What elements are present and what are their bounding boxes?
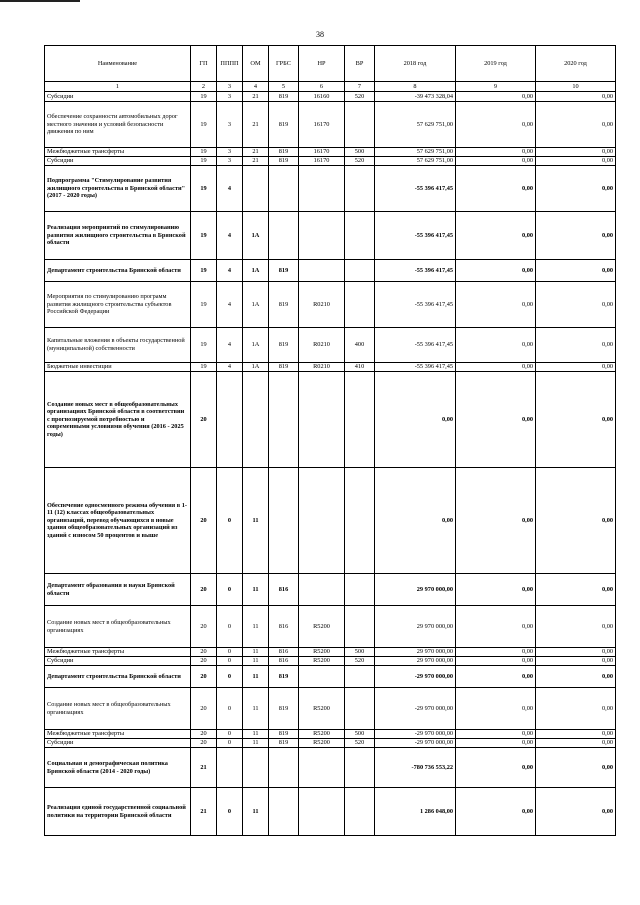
table-cell: 816 <box>269 657 299 666</box>
table-cell: 20 <box>191 468 217 574</box>
table-cell: 0,00 <box>456 282 536 328</box>
table-cell: 11 <box>243 648 269 657</box>
table-cell: R5200 <box>299 730 345 739</box>
row-name-cell: Субсидии <box>45 157 191 166</box>
column-number: 3 <box>217 82 243 92</box>
column-number: 9 <box>456 82 536 92</box>
table-row <box>45 788 616 836</box>
table-cell: 1А <box>243 363 269 372</box>
table-cell: 816 <box>269 648 299 657</box>
table-row <box>45 666 616 688</box>
table-cell: 4 <box>217 282 243 328</box>
table-cell: 819 <box>269 730 299 739</box>
table-cell: 21 <box>243 92 269 102</box>
table-row <box>45 363 616 372</box>
table-row <box>45 606 616 648</box>
row-name-cell: Департамент строительства Брянской области <box>45 260 191 282</box>
table-cell: 520 <box>345 739 375 748</box>
table-cell: 11 <box>243 666 269 688</box>
row-name-cell: Создание новых мест в общеобразовательных организациях <box>45 688 191 730</box>
column-number: 1 <box>45 82 191 92</box>
table-cell: 0,00 <box>456 328 536 363</box>
table-cell: 0,00 <box>456 148 536 157</box>
table-cell: -29 970 000,00 <box>375 688 456 730</box>
table-row <box>45 574 616 606</box>
table-cell: R5200 <box>299 739 345 748</box>
table-row <box>45 328 616 363</box>
table-cell: 0,00 <box>456 92 536 102</box>
table-cell: 819 <box>269 328 299 363</box>
table-cell: 19 <box>191 282 217 328</box>
column-number: 10 <box>536 82 616 92</box>
table-cell <box>217 372 243 468</box>
table-cell <box>299 788 345 836</box>
table-cell: 21 <box>191 748 217 788</box>
table-cell: 819 <box>269 282 299 328</box>
column-header: 2020 год <box>536 46 616 82</box>
table-cell: 500 <box>345 148 375 157</box>
table-cell: 29 970 000,00 <box>375 657 456 666</box>
row-name-cell: Межбюджетные трансферты <box>45 648 191 657</box>
table-cell: 819 <box>269 666 299 688</box>
table-cell: 0 <box>217 739 243 748</box>
table-cell: 0,00 <box>456 468 536 574</box>
table-cell: R5200 <box>299 688 345 730</box>
table-cell: 57 629 751,00 <box>375 157 456 166</box>
table-row <box>45 260 616 282</box>
table-row <box>45 212 616 260</box>
table-cell: 816 <box>269 606 299 648</box>
table-cell: -55 396 417,45 <box>375 212 456 260</box>
table-cell: 19 <box>191 363 217 372</box>
table-cell <box>345 282 375 328</box>
table-cell: 0,00 <box>456 212 536 260</box>
table-cell: 11 <box>243 688 269 730</box>
table-row <box>45 372 616 468</box>
row-name-cell: Межбюджетные трансферты <box>45 148 191 157</box>
table-cell: -55 396 417,45 <box>375 363 456 372</box>
column-number: 6 <box>299 82 345 92</box>
header-row <box>45 46 616 82</box>
table-cell <box>345 666 375 688</box>
table-cell: 19 <box>191 102 217 148</box>
table-cell: 11 <box>243 739 269 748</box>
row-name-cell: Реализация единой государственной социальной политики на территории Брянской области <box>45 788 191 836</box>
table-row <box>45 730 616 739</box>
table-cell: 20 <box>191 372 217 468</box>
table-cell <box>345 606 375 648</box>
table-cell: 19 <box>191 260 217 282</box>
table-cell <box>243 748 269 788</box>
row-name-cell: Департамент образования и науки Брянской области <box>45 574 191 606</box>
table-cell: 0,00 <box>536 468 616 574</box>
table-cell: 816 <box>269 574 299 606</box>
column-number: 8 <box>375 82 456 92</box>
table-cell: -55 396 417,45 <box>375 282 456 328</box>
row-name-cell: Субсидии <box>45 92 191 102</box>
table-cell: -780 736 553,22 <box>375 748 456 788</box>
table-cell: R0210 <box>299 282 345 328</box>
table-cell: 0 <box>217 788 243 836</box>
table-cell: 16170 <box>299 148 345 157</box>
table-cell: 520 <box>345 157 375 166</box>
table-cell: 0,00 <box>456 363 536 372</box>
table-cell: 0 <box>217 730 243 739</box>
table-cell: 819 <box>269 148 299 157</box>
table-cell: 520 <box>345 92 375 102</box>
table-cell: 0,00 <box>536 574 616 606</box>
table-cell: 3 <box>217 157 243 166</box>
table-row <box>45 282 616 328</box>
table-cell: 0 <box>217 648 243 657</box>
table-cell <box>345 788 375 836</box>
table-cell: 0,00 <box>456 666 536 688</box>
table-cell: 819 <box>269 260 299 282</box>
table-cell <box>217 748 243 788</box>
table-cell: 0,00 <box>536 606 616 648</box>
table-cell: 819 <box>269 363 299 372</box>
table-cell <box>345 688 375 730</box>
table-cell: 19 <box>191 157 217 166</box>
table-cell: 819 <box>269 739 299 748</box>
table-cell: 16170 <box>299 102 345 148</box>
table-cell: 57 629 751,00 <box>375 148 456 157</box>
table-cell <box>299 468 345 574</box>
table-cell: 11 <box>243 730 269 739</box>
table-row <box>45 688 616 730</box>
table-row <box>45 157 616 166</box>
table-cell: 0,00 <box>456 166 536 212</box>
table-cell: 0,00 <box>536 166 616 212</box>
table-cell <box>299 748 345 788</box>
table-row <box>45 748 616 788</box>
table-row <box>45 102 616 148</box>
table-cell: 0,00 <box>536 102 616 148</box>
table-cell: 0,00 <box>536 92 616 102</box>
table-cell: 4 <box>217 260 243 282</box>
table-cell: 4 <box>217 212 243 260</box>
column-header: ОМ <box>243 46 269 82</box>
table-row <box>45 657 616 666</box>
table-cell: 4 <box>217 363 243 372</box>
row-name-cell: Капитальные вложения в объекты государственной (муниципальной) собственности <box>45 328 191 363</box>
table-cell: 20 <box>191 606 217 648</box>
table-cell <box>299 166 345 212</box>
table-cell: 0,00 <box>536 788 616 836</box>
table-cell: 500 <box>345 648 375 657</box>
table-cell <box>345 748 375 788</box>
row-name-cell: Субсидии <box>45 657 191 666</box>
table-cell: 57 629 751,00 <box>375 102 456 148</box>
table-cell: 0,00 <box>456 157 536 166</box>
table-cell <box>269 372 299 468</box>
page-number: 38 <box>316 30 324 39</box>
table-cell: 4 <box>217 328 243 363</box>
table-cell: 0 <box>217 574 243 606</box>
table-cell <box>345 574 375 606</box>
row-name-cell: Обеспечение односменного режима обучения в 1-11 (12) классах общеобразовательных организаций, перевод обучающихся в новые здания общеобразовательных организаций из зданий с износом 50 процентов и выше <box>45 468 191 574</box>
column-header: НР <box>299 46 345 82</box>
table-cell <box>299 372 345 468</box>
table-cell: 0 <box>217 606 243 648</box>
table-cell: 0,00 <box>456 688 536 730</box>
table-cell <box>299 574 345 606</box>
table-cell: 21 <box>191 788 217 836</box>
table-cell: 410 <box>345 363 375 372</box>
table-cell <box>345 372 375 468</box>
column-number: 5 <box>269 82 299 92</box>
table-cell: -29 970 000,00 <box>375 730 456 739</box>
table-cell: 0,00 <box>536 688 616 730</box>
table-cell <box>345 102 375 148</box>
row-name-cell: Подпрограмма "Стимулирование развития жилищного строительства в Брянской области" (2017 - 2020 годы) <box>45 166 191 212</box>
table-cell: 0,00 <box>456 574 536 606</box>
table-cell: -39 473 328,04 <box>375 92 456 102</box>
table-cell: 19 <box>191 166 217 212</box>
table-cell: 0,00 <box>536 148 616 157</box>
table-cell: 0,00 <box>536 260 616 282</box>
table-cell: 400 <box>345 328 375 363</box>
table-cell: 0,00 <box>456 788 536 836</box>
table-cell: 20 <box>191 648 217 657</box>
table-cell: 19 <box>191 328 217 363</box>
column-header: ГП <box>191 46 217 82</box>
table-cell: 11 <box>243 468 269 574</box>
table-cell: 0,00 <box>536 212 616 260</box>
row-name-cell: Бюджетные инвестиции <box>45 363 191 372</box>
table-cell: -55 396 417,45 <box>375 260 456 282</box>
table-row <box>45 92 616 102</box>
table-cell: 0,00 <box>536 372 616 468</box>
table-cell: 19 <box>191 212 217 260</box>
table-cell: 0,00 <box>536 363 616 372</box>
table-cell: 0,00 <box>536 282 616 328</box>
table-cell <box>299 666 345 688</box>
table-cell <box>269 166 299 212</box>
table-cell: 520 <box>345 657 375 666</box>
table-cell: 0,00 <box>536 739 616 748</box>
table-cell: 0,00 <box>375 372 456 468</box>
table-cell: 0,00 <box>536 748 616 788</box>
table-cell: 1А <box>243 282 269 328</box>
column-header: ВР <box>345 46 375 82</box>
table-cell: 20 <box>191 666 217 688</box>
row-name-cell: Межбюджетные трансферты <box>45 730 191 739</box>
column-number: 7 <box>345 82 375 92</box>
row-name-cell: Создание новых мест в общеобразовательных организациях <box>45 606 191 648</box>
table-cell: R0210 <box>299 328 345 363</box>
table-cell: -29 970 000,00 <box>375 739 456 748</box>
column-header: Наименование <box>45 46 191 82</box>
column-number-row <box>45 82 616 92</box>
table-cell: 0,00 <box>456 102 536 148</box>
table-cell: 21 <box>243 157 269 166</box>
table-cell <box>243 166 269 212</box>
table-row <box>45 166 616 212</box>
table-cell: 1А <box>243 260 269 282</box>
table-cell: R5200 <box>299 606 345 648</box>
table-cell <box>269 748 299 788</box>
table-cell <box>269 212 299 260</box>
table-cell: 819 <box>269 688 299 730</box>
table-cell <box>345 260 375 282</box>
budget-table <box>44 45 616 836</box>
table-cell <box>299 212 345 260</box>
table-cell: 500 <box>345 730 375 739</box>
table-cell: R5200 <box>299 657 345 666</box>
row-name-cell: Реализация мероприятий по стимулированию развития жилищного строительства в Брянской области <box>45 212 191 260</box>
table-cell: 1А <box>243 328 269 363</box>
table-cell: 29 970 000,00 <box>375 606 456 648</box>
table-cell: 29 970 000,00 <box>375 648 456 657</box>
table-cell <box>299 260 345 282</box>
table-cell: 0 <box>217 666 243 688</box>
table-cell <box>243 372 269 468</box>
column-header: ГРБС <box>269 46 299 82</box>
table-cell: 19 <box>191 148 217 157</box>
table-cell: 0,00 <box>456 372 536 468</box>
column-number: 4 <box>243 82 269 92</box>
table-cell: 0 <box>217 688 243 730</box>
table-row <box>45 148 616 157</box>
table-cell: 819 <box>269 102 299 148</box>
table-cell: 3 <box>217 148 243 157</box>
table-cell: 20 <box>191 730 217 739</box>
table-cell: 0,00 <box>456 606 536 648</box>
table-cell: 0,00 <box>456 260 536 282</box>
table-cell <box>269 468 299 574</box>
table-cell: 0,00 <box>456 657 536 666</box>
table-cell <box>269 788 299 836</box>
table-cell: 1А <box>243 212 269 260</box>
table-cell: 29 970 000,00 <box>375 574 456 606</box>
table-cell: 819 <box>269 157 299 166</box>
table-cell: 819 <box>269 92 299 102</box>
column-header: ПППП <box>217 46 243 82</box>
row-name-cell: Мероприятия по стимулированию программ развития жилищного строительства субъектов Российской Федерации <box>45 282 191 328</box>
top-rule <box>0 0 80 2</box>
table-cell: 3 <box>217 102 243 148</box>
table-cell: 0,00 <box>536 657 616 666</box>
table-cell: 21 <box>243 102 269 148</box>
table-cell: -55 396 417,45 <box>375 328 456 363</box>
table-cell: 0,00 <box>375 468 456 574</box>
table-cell: -55 396 417,45 <box>375 166 456 212</box>
table-cell: 21 <box>243 148 269 157</box>
row-name-cell: Социальная и демографическая политика Брянской области (2014 - 2020 годы) <box>45 748 191 788</box>
row-name-cell: Обеспечение сохранности автомобильных дорог местного значения и условий безопасности движения по ним <box>45 102 191 148</box>
table-cell: 20 <box>191 657 217 666</box>
table-cell: 11 <box>243 574 269 606</box>
table-cell: 0,00 <box>536 666 616 688</box>
column-number: 2 <box>191 82 217 92</box>
table-cell: 20 <box>191 688 217 730</box>
table-row <box>45 468 616 574</box>
row-name-cell: Субсидии <box>45 739 191 748</box>
column-header: 2018 год <box>375 46 456 82</box>
table-cell: -29 970 000,00 <box>375 666 456 688</box>
table-cell: 1 286 048,00 <box>375 788 456 836</box>
table-cell <box>345 166 375 212</box>
table-cell: 20 <box>191 739 217 748</box>
table-cell: 0,00 <box>536 648 616 657</box>
table-cell <box>345 212 375 260</box>
table-cell <box>345 468 375 574</box>
table-cell: 0,00 <box>456 739 536 748</box>
table-cell: 11 <box>243 657 269 666</box>
table-cell: 0,00 <box>536 328 616 363</box>
table-cell: R0210 <box>299 363 345 372</box>
table-cell: 0,00 <box>456 648 536 657</box>
row-name-cell: Создание новых мест в общеобразовательных организациях Брянской области в соответствии с прогнозируемой потребностью и современными условиями обучения (2016 - 2025 годы) <box>45 372 191 468</box>
table-cell: 16170 <box>299 157 345 166</box>
table-cell: 3 <box>217 92 243 102</box>
table-row <box>45 739 616 748</box>
table-cell: 11 <box>243 788 269 836</box>
table-cell: 19 <box>191 92 217 102</box>
table-cell: 0,00 <box>456 748 536 788</box>
table-cell: 0 <box>217 657 243 666</box>
table-cell: 0 <box>217 468 243 574</box>
table-cell: 11 <box>243 606 269 648</box>
table-cell: 16160 <box>299 92 345 102</box>
table-cell: 0,00 <box>456 730 536 739</box>
table-cell: 0,00 <box>536 157 616 166</box>
row-name-cell: Департамент строительства Брянской области <box>45 666 191 688</box>
table-cell: R5200 <box>299 648 345 657</box>
table-row <box>45 648 616 657</box>
table-cell: 0,00 <box>536 730 616 739</box>
table-cell: 20 <box>191 574 217 606</box>
table-cell: 4 <box>217 166 243 212</box>
column-header: 2019 год <box>456 46 536 82</box>
